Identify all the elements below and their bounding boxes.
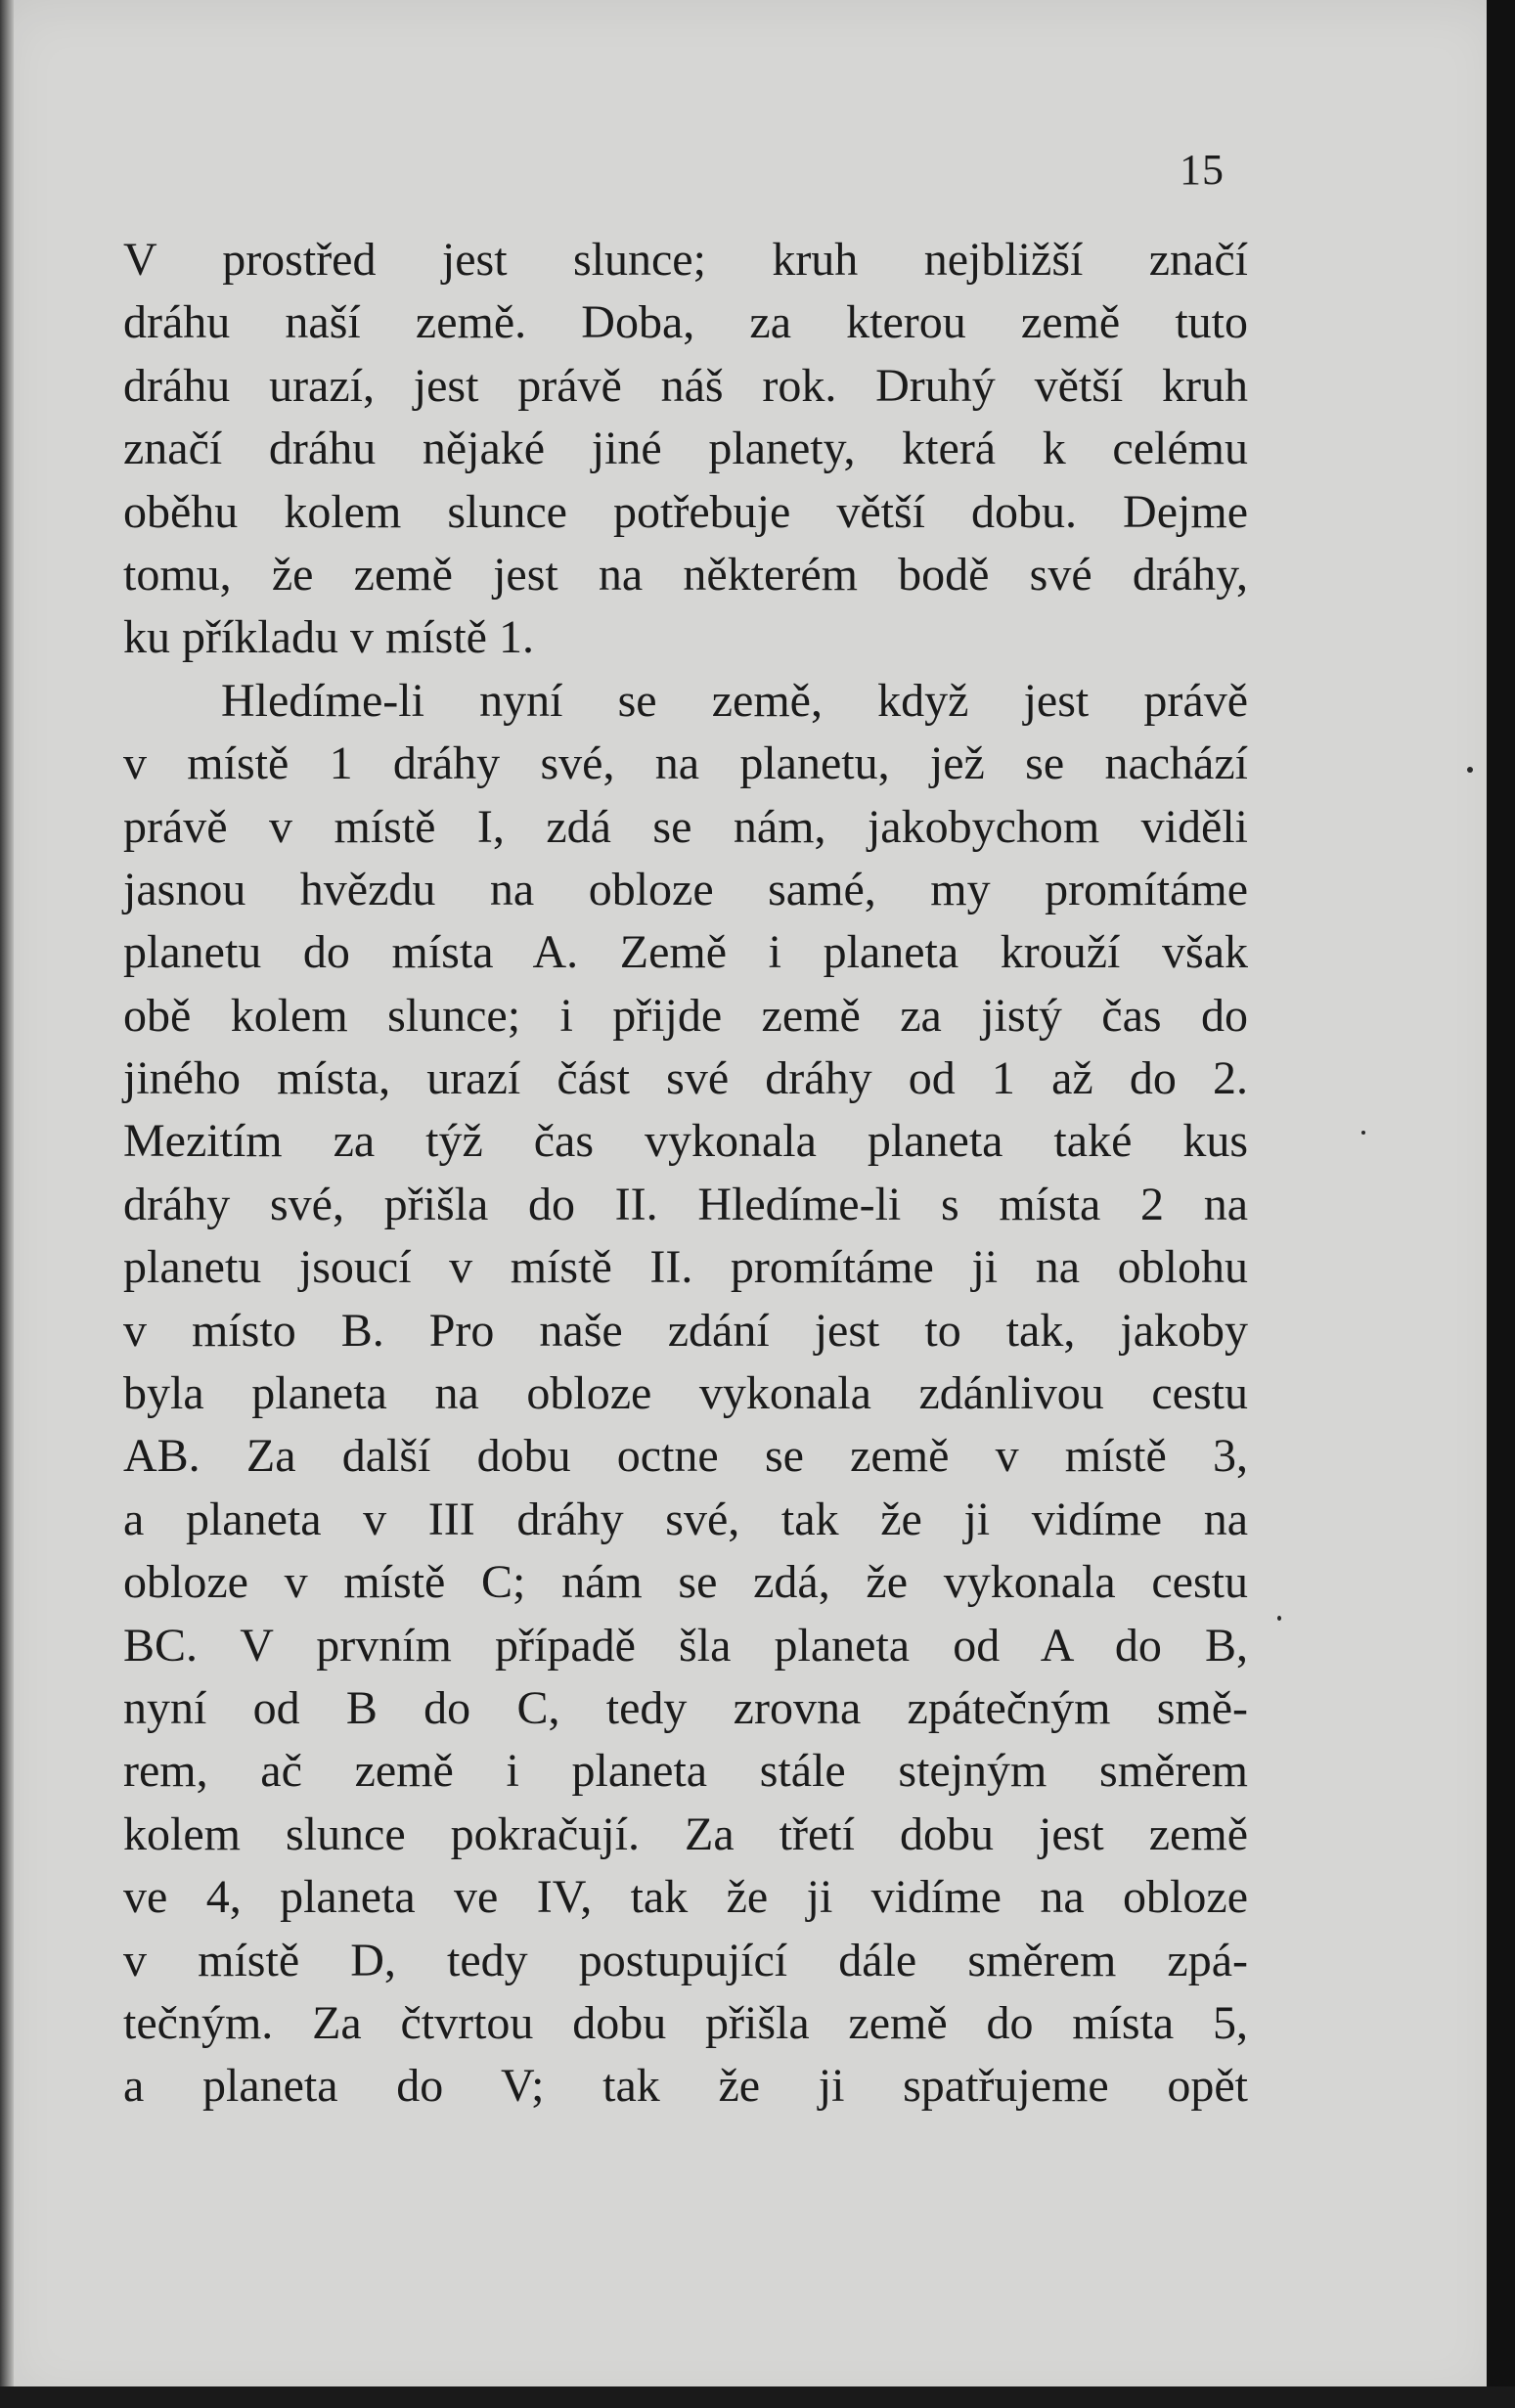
text-line: dráhu naší země. Doba, za kterou země tuto <box>123 296 1248 349</box>
page-edge-bottom <box>0 2386 1515 2408</box>
text-line: tomu, že země jest na některém bodě své dráhy, <box>123 548 1248 601</box>
text-line: planetu jsoucí v místě II. promítáme ji na oblohu <box>123 1241 1248 1294</box>
text-line: AB. Za další dobu octne se země v místě 3, <box>123 1430 1248 1483</box>
text-line: v místo B. Pro naše zdání jest to tak, jakoby <box>123 1304 1248 1357</box>
text-line: jasnou hvězdu na obloze samé, my promítáme <box>123 863 1248 915</box>
text-line: rem, ač země i planeta stále stejným směrem <box>123 1745 1248 1798</box>
text-line: ku příkladu v místě 1. <box>123 611 534 664</box>
text-line: dráhy své, přišla do II. Hledíme-li s místa 2 na <box>123 1178 1248 1230</box>
text-line: v místě D, tedy postupující dále směrem zpá- <box>123 1934 1248 1986</box>
page-number: 15 <box>1180 146 1225 194</box>
text-line: ve 4, planeta ve IV, tak že ji vidíme na obloze <box>123 1871 1248 1924</box>
page-gutter-shadow <box>0 0 14 2408</box>
page-edge-right <box>1487 0 1515 2408</box>
text-line: byla planeta na obloze vykonala zdánlivou cestu <box>123 1367 1248 1420</box>
paragraph-start-line: Hledíme-li nyní se země, když jest právě <box>221 674 1248 727</box>
text-line: a planeta do V; tak že ji spatřujeme opět <box>123 2060 1248 2113</box>
text-line: Mezitím za týž čas vykonala planeta také kus <box>123 1115 1248 1168</box>
body-text <box>123 229 1248 2118</box>
text-line: BC. V prvním případě šla planeta od A do B, <box>123 1619 1248 1672</box>
text-line: kolem slunce pokračují. Za třetí dobu jest země <box>123 1807 1248 1860</box>
text-line: a planeta v III dráhy své, tak že ji vidíme na <box>123 1493 1248 1545</box>
text-line: značí dráhu nějaké jiné planety, která k celému <box>123 423 1248 475</box>
text-line: V prostřed jest slunce; kruh nejbližší značí <box>123 234 1248 286</box>
paper-speck <box>1277 1616 1281 1621</box>
paper-speck <box>1361 1131 1365 1135</box>
text-line: obě kolem slunce; i přijde země za jistý čas do <box>123 989 1248 1042</box>
text-line: planetu do místa A. Země i planeta krouží však <box>123 926 1248 979</box>
paper-speck <box>1467 767 1473 773</box>
text-line: dráhu urazí, jest právě náš rok. Druhý větší kruh <box>123 359 1248 412</box>
text-line: obloze v místě C; nám se zdá, že vykonala cestu <box>123 1556 1248 1609</box>
text-line: oběhu kolem slunce potřebuje větší dobu. Dejme <box>123 485 1248 538</box>
text-line: v místě 1 dráhy své, na planetu, jež se nachází <box>123 737 1248 790</box>
text-line: právě v místě I, zdá se nám, jakobychom viděli <box>123 800 1248 853</box>
text-line: jiného místa, urazí část své dráhy od 1 až do 2. <box>123 1052 1248 1105</box>
text-line: tečným. Za čtvrtou dobu přišla země do místa 5, <box>123 1996 1248 2049</box>
text-line: nyní od B do C, tedy zrovna zpátečným smě- <box>123 1681 1248 1734</box>
